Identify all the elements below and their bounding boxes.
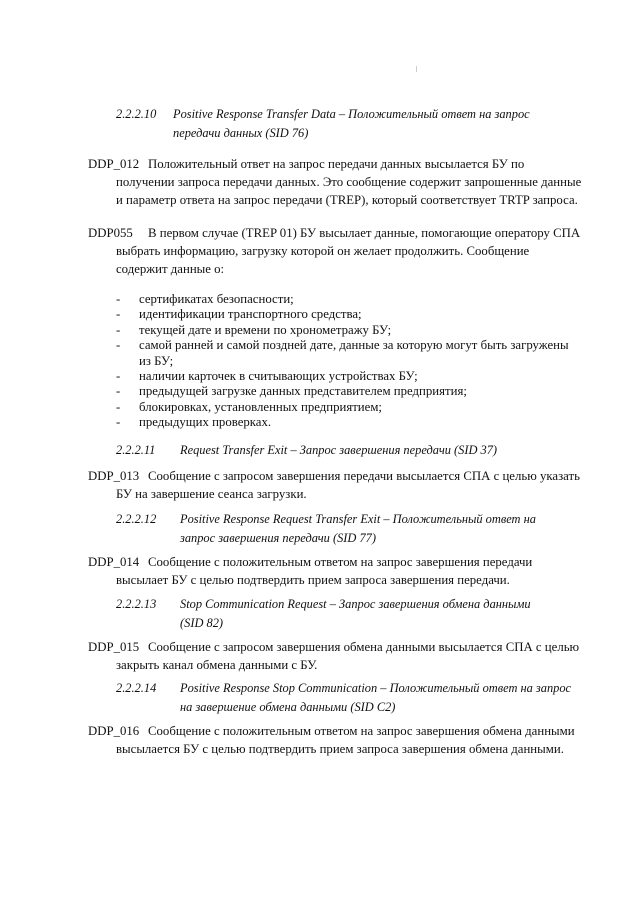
paragraph-ddp-055	[88, 224, 608, 280]
list-item	[116, 307, 616, 322]
list-item-text: сертификатах безопасности;	[139, 292, 294, 306]
text-line: закрыть канал обмена данными с БУ.	[116, 658, 318, 672]
paragraph-first-line	[148, 638, 579, 656]
list-item-text: предыдущих проверках.	[139, 415, 272, 430]
text-line: БУ на завершение сеанса загрузки.	[116, 487, 307, 501]
text-line: Сообщение с положительным ответом на запрос завершения передачи	[148, 555, 533, 569]
list-item	[116, 384, 616, 399]
list-item	[116, 323, 616, 338]
text-line: и параметр ответа на запрос передачи (TREP), который соответствует TRTP запроса.	[116, 193, 578, 207]
bullet-dash: -	[116, 338, 121, 353]
section-title	[180, 510, 536, 548]
section-heading-2-2-2-10	[116, 105, 616, 145]
list-item-text: наличии карточек в считывающих устройствах БУ;	[139, 369, 418, 384]
bullet-list	[116, 292, 616, 431]
scan-mark	[416, 66, 417, 72]
bullet-dash: -	[116, 384, 121, 399]
section-title-line: Positive Response Transfer Data – Положительный ответ на запрос	[173, 107, 530, 121]
paragraph-body	[116, 242, 529, 278]
paragraph-first-line	[148, 553, 532, 571]
paragraph-ddp-015	[88, 638, 608, 674]
section-title	[180, 595, 531, 633]
paragraph-ddp-014	[88, 553, 608, 589]
bullet-dash: -	[116, 322, 121, 337]
paragraph-first-line	[148, 467, 580, 485]
section-title-line: Request Transfer Exit – Запрос завершения передачи (SID 37)	[180, 443, 498, 457]
requirement-id: DDP_016	[88, 724, 140, 738]
bullet-dash: -	[116, 399, 121, 414]
bullet-dash: -	[116, 307, 121, 322]
paragraph-first-line	[148, 224, 580, 242]
paragraph-first-line	[148, 155, 524, 173]
list-item	[116, 292, 616, 307]
requirement-id: DDP055	[88, 226, 133, 240]
bullet-dash: -	[116, 292, 121, 306]
text-line: выбрать информацию, загрузку которой он желает продолжить. Сообщение	[116, 244, 530, 258]
text-line: Сообщение с положительным ответом на запрос завершения обмена данными	[148, 724, 575, 738]
list-item-text: текущей дате и времени по хронометражу БУ;	[139, 322, 392, 337]
paragraph-body	[116, 740, 564, 758]
paragraph-ddp-013	[88, 467, 608, 503]
bullet-dash: -	[116, 415, 121, 430]
text-line: Положительный ответ на запрос передачи данных высылается БУ по	[148, 157, 525, 171]
paragraph-ddp-012	[88, 155, 608, 211]
section-title	[180, 679, 571, 717]
paragraph-first-line	[148, 722, 575, 740]
list-item	[116, 400, 616, 415]
list-item-text: идентификации транспортного средства;	[139, 307, 362, 322]
text-line: содержит данные о:	[116, 262, 225, 276]
section-heading-2-2-2-11	[116, 441, 616, 461]
section-title-line: (SID 82)	[180, 616, 224, 630]
section-number: 2.2.2.13	[116, 597, 157, 611]
paragraph-body	[116, 656, 317, 674]
section-title	[180, 441, 497, 460]
text-line: высылается БУ с целью подтвердить прием запроса завершения обмена данными.	[116, 742, 564, 756]
list-item	[116, 338, 616, 369]
requirement-id: DDP_015	[88, 640, 140, 654]
list-item-text: из БУ;	[139, 353, 174, 368]
list-item-text: самой ранней и самой поздней дате, данные за которую могут быть загружены	[139, 338, 569, 353]
requirement-id: DDP_014	[88, 555, 140, 569]
text-line: В первом случае (TREP 01) БУ высылает данные, помогающие оператору СПА	[148, 226, 581, 240]
list-item	[116, 415, 616, 430]
text-line: Сообщение с запросом завершения передачи высылается СПА с целью указать	[148, 469, 580, 483]
section-heading-2-2-2-14	[116, 679, 616, 719]
section-title-line: Positive Response Stop Communication – Положительный ответ на запрос	[180, 681, 572, 695]
bullet-dash: -	[116, 369, 121, 384]
text-line: получении запроса передачи данных. Это сообщение содержит запрошенные данные	[116, 175, 582, 189]
list-item-text: блокировках, установленных предприятием;	[139, 399, 382, 414]
section-number: 2.2.2.14	[116, 681, 157, 695]
paragraph-body	[116, 173, 581, 209]
list-item-text: предыдущей загрузке данных представителем предприятия;	[139, 384, 467, 399]
section-heading-2-2-2-13	[116, 595, 616, 635]
section-number: 2.2.2.12	[116, 512, 157, 526]
requirement-id: DDP_013	[88, 469, 140, 483]
text-line: высылает БУ с целью подтвердить прием запроса завершения передачи.	[116, 573, 510, 587]
text-line: Сообщение с запросом завершения обмена данными высылается СПА с целью	[148, 640, 580, 654]
section-title-line: Stop Communication Request – Запрос завершения обмена данными	[180, 597, 531, 611]
requirement-id: DDP_012	[88, 157, 140, 171]
section-title-line: запрос завершения передачи (SID 77)	[180, 531, 376, 545]
paragraph-body	[116, 485, 307, 503]
paragraph-ddp-016	[88, 722, 608, 758]
section-title-line: Positive Response Request Transfer Exit – Положительный ответ на	[180, 512, 536, 526]
section-title-line: на завершение обмена данными (SID C2)	[180, 700, 396, 714]
section-title-line: передачи данных (SID 76)	[173, 126, 309, 140]
paragraph-body	[116, 571, 510, 589]
section-heading-2-2-2-12	[116, 510, 616, 550]
section-title	[173, 105, 530, 143]
section-number: 2.2.2.10	[116, 107, 157, 121]
section-number: 2.2.2.11	[116, 443, 156, 457]
list-item	[116, 369, 616, 384]
